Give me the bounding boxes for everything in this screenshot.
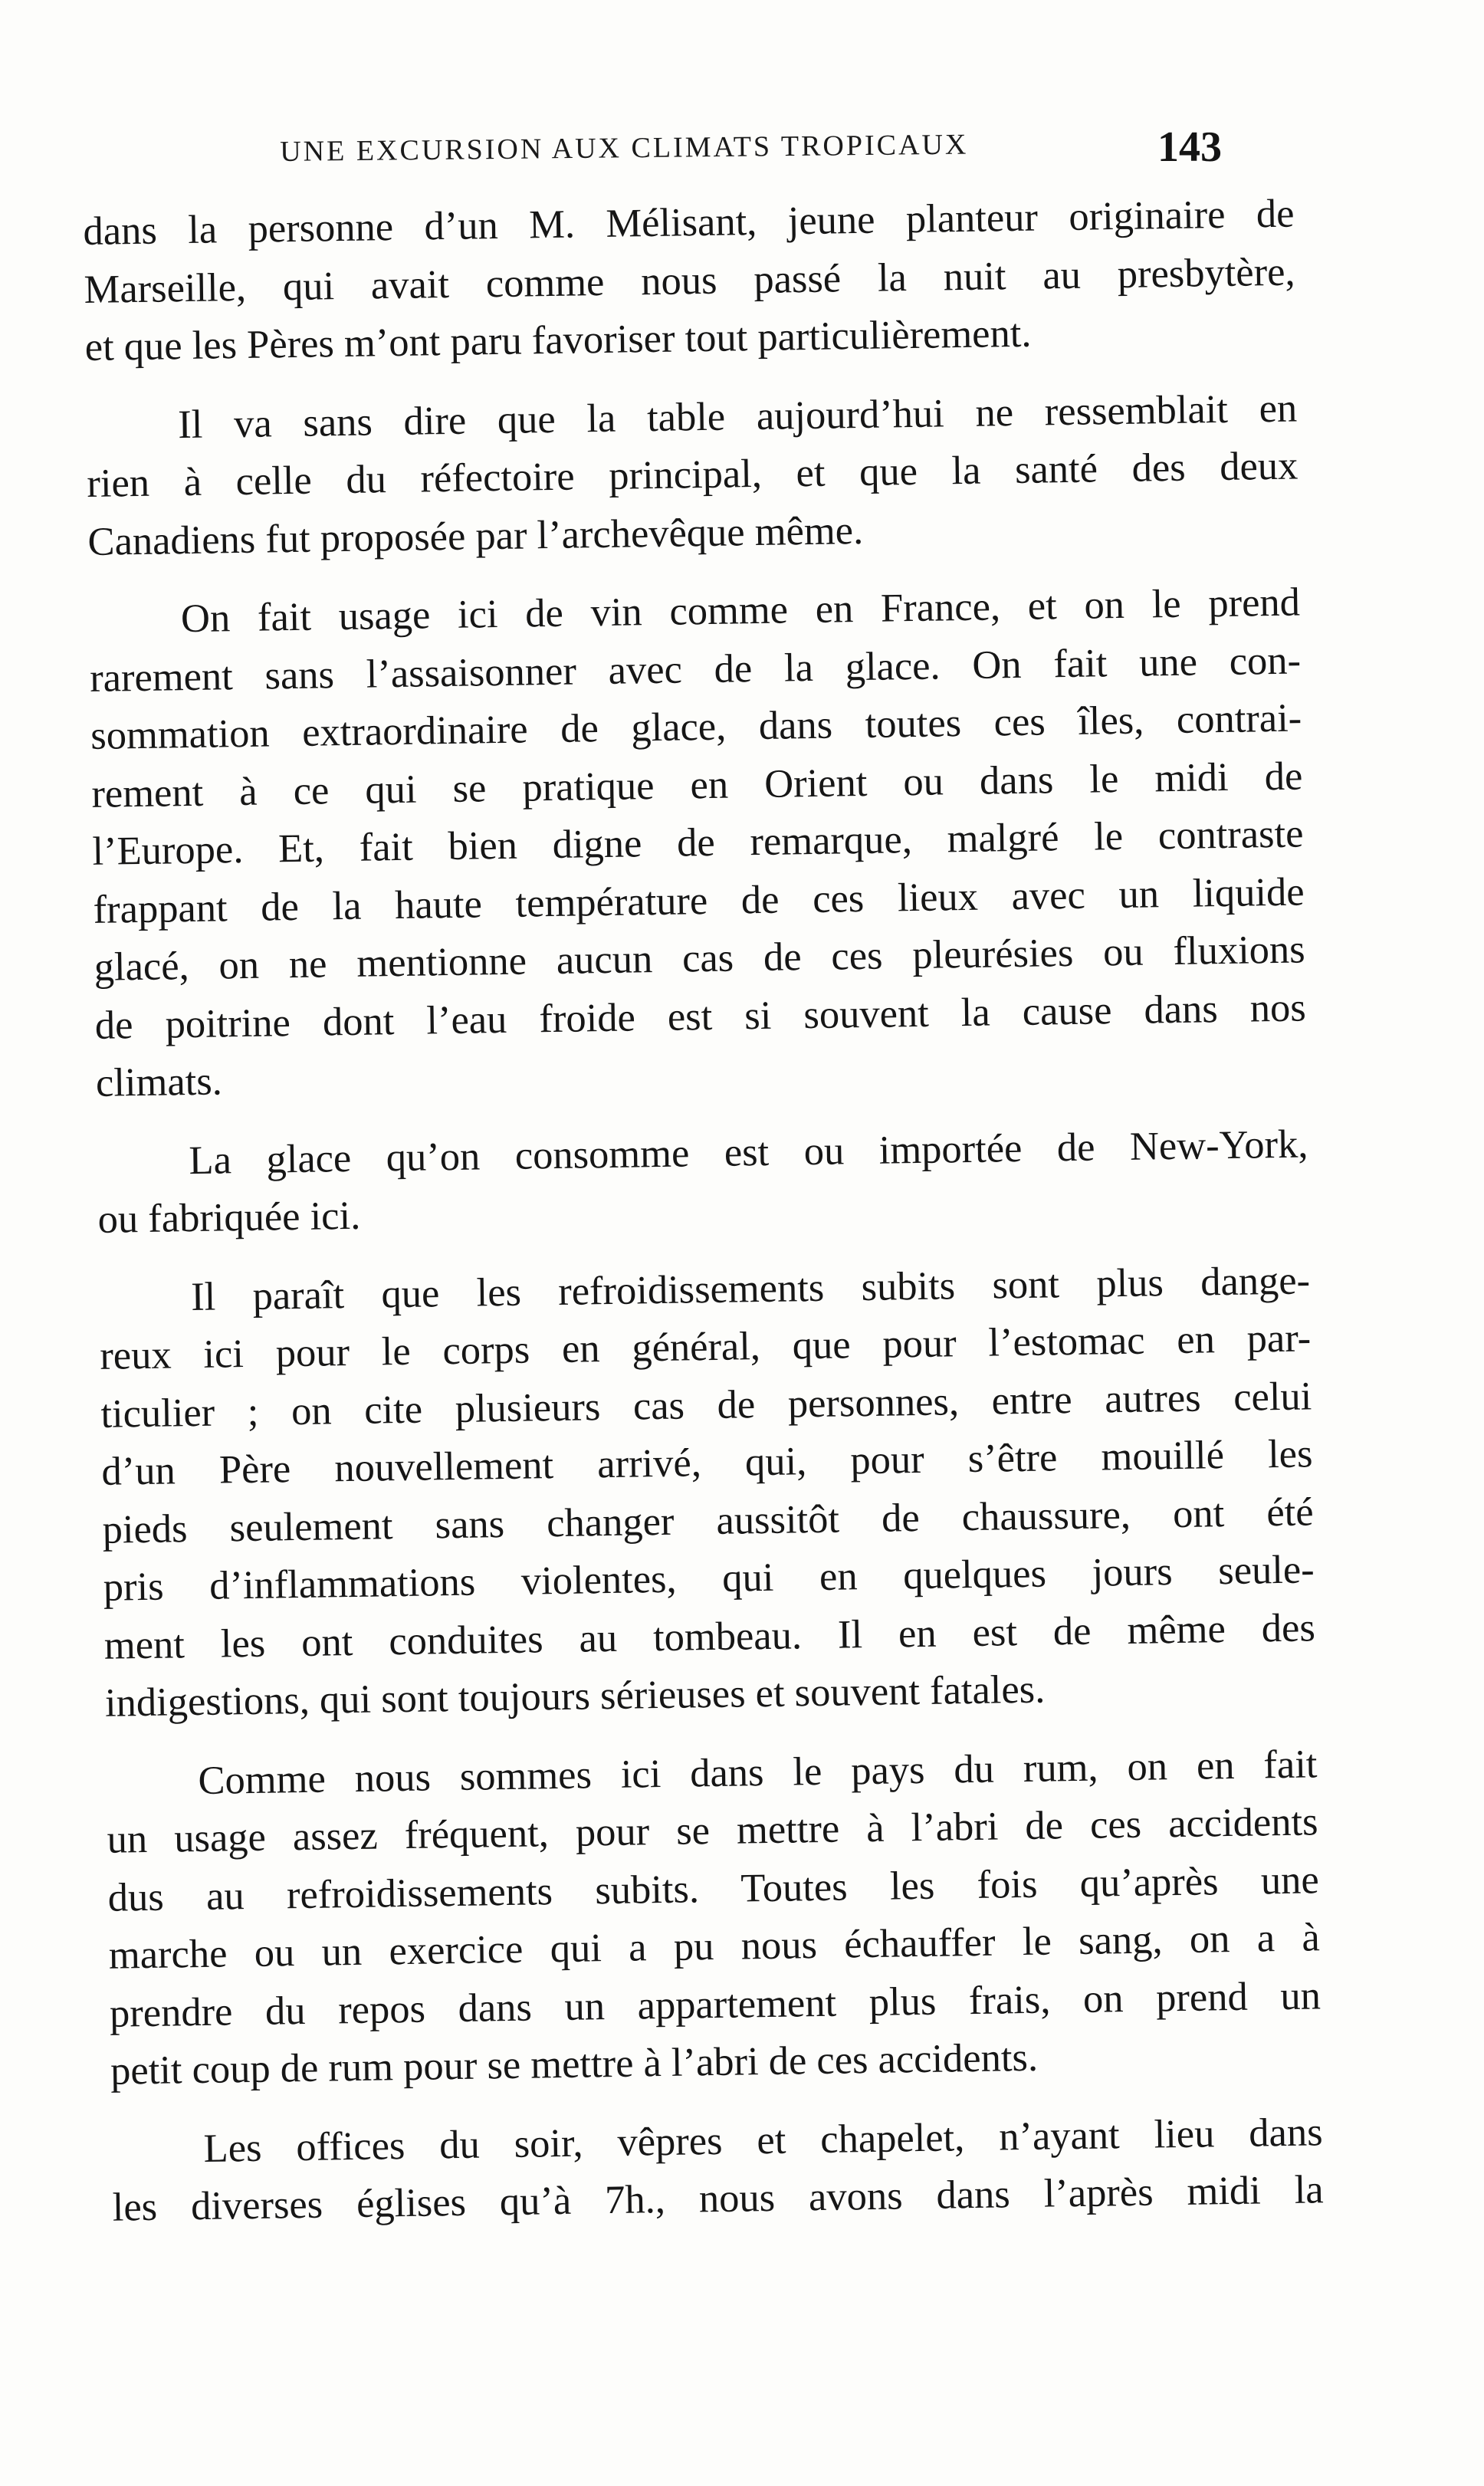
text-line: Il va sans dire que la table aujourd’hui ne ressemblait en — [177, 386, 1298, 447]
text-line: rarement sans l’assaisonner avec de la glace. On fait une con- — [89, 637, 1302, 701]
text-line: dans la personne d’un M. Mélisant, jeune planteur originaire de — [83, 191, 1295, 254]
text-line: petit coup de rum pour se mettre à l’abri de ces accidents. — [110, 2034, 1039, 2094]
text-line: l’Europe. Et, fait bien digne de remarque, malgré le contraste — [92, 811, 1304, 874]
text-line: les diverses églises qu’à 7h., nous avons dans l’après midi la — [112, 2167, 1325, 2230]
text-line: rement à ce qui se pratique en Orient ou dans le midi de — [90, 753, 1303, 816]
paragraph — [86, 379, 1299, 571]
text-line: dus au refroidissements subits. Toutes les fois qu’après une — [107, 1857, 1320, 1920]
text-line: un usage assez fréquent, pour se mettre à l’abri de ces accidents — [107, 1799, 1318, 1862]
text-line: indigestions, qui sont toujours sérieuses et souvent fatales. — [104, 1667, 1046, 1726]
text-line: ticulier ; on cite plusieurs cas de personnes, entre autres celui — [100, 1373, 1312, 1437]
text-line: sommation extraordinaire de glace, dans toutes ces îles, contrai- — [90, 695, 1302, 758]
text-line: reux ici pour le corps en général, que pour l’estomac en par- — [99, 1315, 1312, 1378]
text-line: climats. — [95, 1059, 223, 1105]
text-line: ment les ont conduites au tombeau. Il en est de même des — [103, 1604, 1316, 1668]
text-line: marche ou un exercice qui a pu nous échauffer le sang, on a à — [108, 1915, 1321, 1978]
text-line: Marseille, qui avait comme nous passé la nuit au presbytère, — [84, 249, 1295, 312]
text-line: Les offices du soir, vêpres et chapelet, n’ayant lieu dans — [203, 2109, 1323, 2171]
text-line: rien à celle du réfectoire principal, et que la santé des deux — [86, 443, 1298, 506]
paragraph — [106, 1736, 1322, 2100]
text-line: glacé, on ne mentionne aucun cas de ces pleurésies ou fluxions — [94, 927, 1306, 990]
text-line: prendre du repos dans un appartement plus frais, on prend un — [109, 1972, 1321, 2036]
text-line: La glace qu’on consomme est ou importée de New-York, — [189, 1121, 1308, 1183]
paragraph — [89, 574, 1308, 1113]
text-line: ou fabriquée ici. — [97, 1193, 361, 1242]
running-title: UNE EXCURSION AUX CLIMATS TROPICAUX — [280, 128, 969, 168]
paragraph — [97, 1115, 1309, 1249]
text-line: Il paraît que les refroidissements subits sont plus dange- — [190, 1257, 1311, 1319]
text-line: Canadiens fut proposée par l’archevêque même. — [87, 507, 864, 564]
text-line: frappant de la haute température de ces lieux avec un liquide — [93, 869, 1305, 932]
text-line: et que les Pères m’ont paru favoriser tout particulièrement. — [84, 310, 1032, 369]
text-line: On fait usage ici de vin comme en France, et on le prend — [180, 580, 1301, 642]
paragraph — [83, 186, 1296, 377]
page-number: 143 — [1157, 123, 1222, 171]
body-text — [83, 186, 1324, 2238]
text-line: d’un Père nouvellement arrivé, qui, pour s’être mouillé les — [101, 1431, 1313, 1494]
text-line: de poitrine dont l’eau froide est si souvent la cause dans nos — [94, 984, 1307, 1048]
text-line: pris d’inflammations violentes, qui en quelques jours seule- — [103, 1547, 1315, 1610]
text-line: pieds seulement sans changer aussitôt de chaussure, ont été — [102, 1489, 1314, 1552]
paragraph — [111, 2103, 1324, 2237]
paragraph — [99, 1252, 1317, 1732]
text-line: Comme nous sommes ici dans le pays du rum, on en fait — [198, 1741, 1318, 1803]
